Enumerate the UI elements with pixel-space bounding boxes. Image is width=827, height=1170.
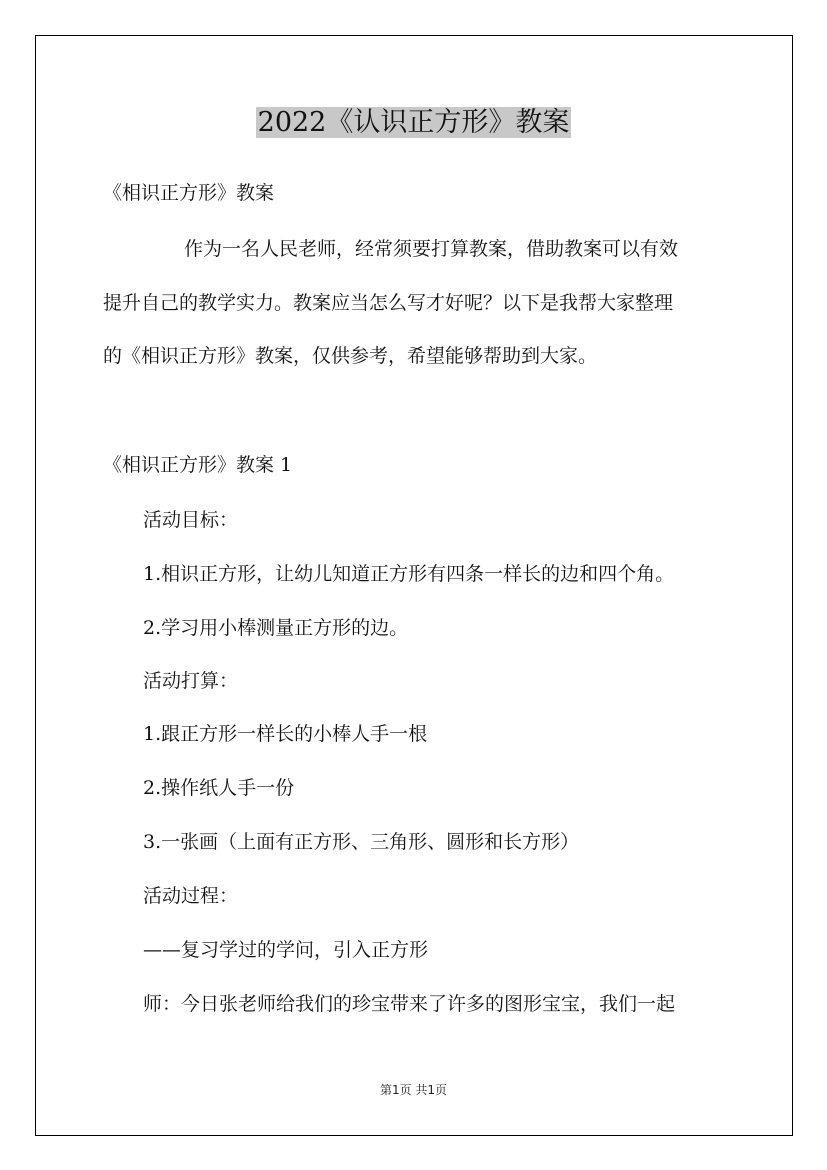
intro-line-3: 的《相识正方形》教案，仅供参考，希望能够帮助到大家。	[103, 345, 598, 367]
page-footer: 第1页 共1页	[379, 1083, 448, 1097]
prep-label: 活动打算：	[143, 670, 239, 692]
goal-item-1: 1.相识正方形，让幼儿知道正方形有四条一样长的边和四个角。	[143, 563, 675, 585]
intro-line-2: 提升自己的教学实力。教案应当怎么写才好呢？以下是我帮大家整理	[103, 292, 674, 314]
process-item-1: ——复习学过的学问，引入正方形	[143, 939, 429, 961]
prep-item-2: 2.操作纸人手一份	[143, 777, 295, 799]
section-heading: 《相识正方形》教案 1	[103, 454, 293, 476]
prep-item-1: 1.跟正方形一样长的小棒人手一根	[143, 723, 428, 745]
prep-item-3: 3.一张画（上面有正方形、三角形、圆形和长方形）	[143, 831, 580, 853]
process-label: 活动过程：	[143, 885, 239, 907]
subtitle: 《相识正方形》教案	[103, 182, 275, 204]
goal-item-2: 2.学习用小棒测量正方形的边。	[143, 617, 409, 639]
goals-label: 活动目标：	[143, 509, 239, 531]
teacher-line: 师：今日张老师给我们的珍宝带来了许多的图形宝宝，我们一起	[143, 993, 676, 1015]
document-title-text: 2022《认识正方形》教案	[257, 107, 570, 138]
intro-line-1: 作为一名人民老师，经常须要打算教案，借助教案可以有效	[184, 238, 679, 260]
document-title	[0, 103, 827, 143]
